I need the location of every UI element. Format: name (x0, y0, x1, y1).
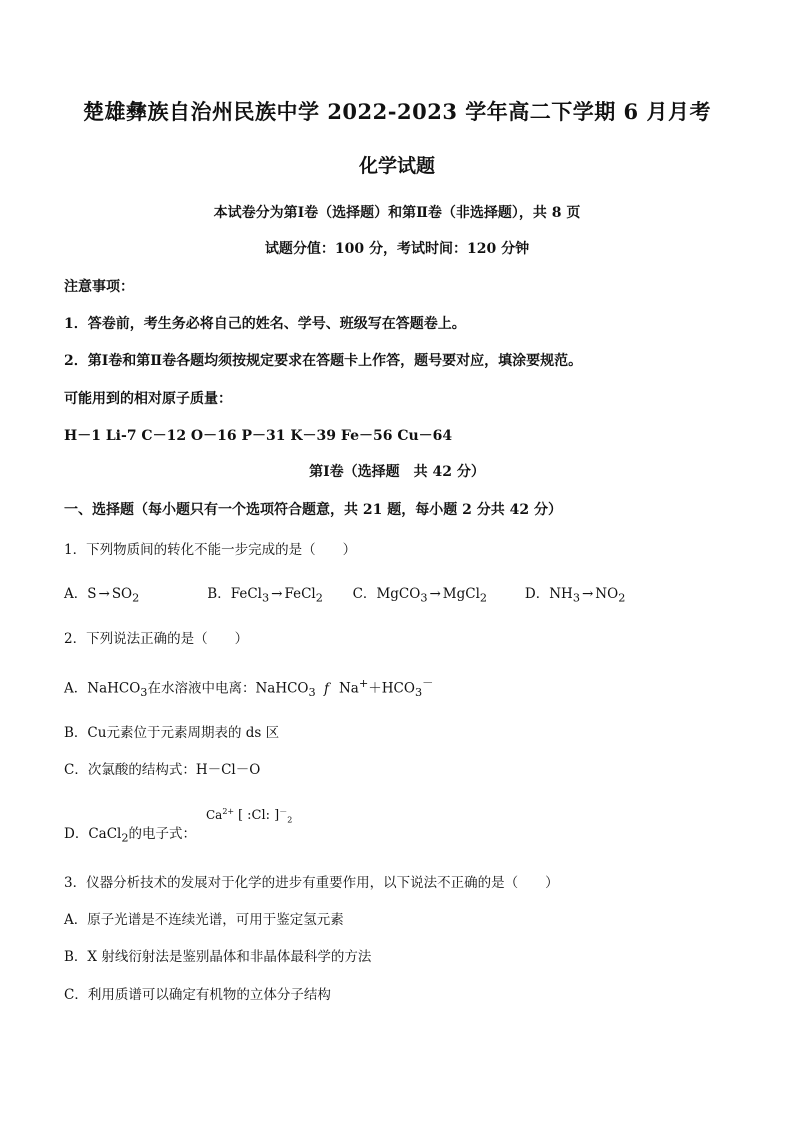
section-choice-heading: 一、选择题（每小题只有一个选项符合题意，共 21 题，每小题 2 分共 42 分） (64, 502, 562, 518)
reactant: NH (549, 586, 573, 602)
subscript: 2 (287, 815, 293, 825)
superscript: + (358, 677, 369, 690)
question-2-option-a (64, 675, 433, 699)
superscript: － (422, 677, 434, 690)
question-1-option-d (525, 582, 625, 605)
question-2-option-b: B．Cu元素位于元素周期表的 ds 区 (64, 725, 280, 741)
superscript: 2+ (222, 807, 235, 816)
chloride-bracket: [ :Cl: ] (237, 808, 280, 823)
option-letter: B． (207, 586, 231, 602)
reactant: MgCO (376, 586, 421, 602)
question-2-stem: 2．下列说法正确的是（ ） (64, 631, 249, 647)
question-3-option-c: C．利用质谱可以确定有机物的立体分子结构 (64, 987, 331, 1003)
formula: NaHCO (87, 680, 141, 697)
subscript: 3 (420, 591, 428, 605)
subscript: 2 (479, 591, 488, 605)
option-letter: D． (524, 586, 550, 602)
exam-subtitle: 化学试题 (358, 155, 435, 177)
question-1-option-b (207, 582, 348, 605)
exam-title: 楚雄彝族自治州民族中学 2022-2023 学年高二下学期 6 月月考 (83, 99, 711, 124)
question-3-option-a: A．原子光谱是不连续光谱，可用于鉴定氢元素 (64, 912, 344, 928)
option-letter: A． (64, 680, 88, 697)
question-1-options (64, 582, 625, 605)
subscript: 2 (132, 591, 140, 605)
option-letter: A． (64, 586, 88, 602)
product: NO (595, 586, 619, 602)
question-3-stem: 3．仪器分析技术的发展对于化学的进步有重要作用，以下说法不正确的是（ ） (64, 875, 559, 891)
subscript: 3 (308, 686, 316, 700)
subscript: 3 (140, 686, 148, 700)
note-item-1: 1．答卷前，考生务必将自己的姓名、学号、班级写在答题卷上。 (64, 316, 466, 332)
exam-info-score-time: 试题分值：100 分，考试时间：120 分钟 (264, 241, 530, 257)
arrow: → (581, 586, 594, 602)
question-1-option-c (353, 582, 521, 605)
option-letter: C． (352, 586, 377, 602)
part1-title: 第Ⅰ卷（选择题 共 42 分） (309, 464, 485, 480)
option-text: D．CaCl (64, 826, 122, 842)
subscript: 2 (121, 831, 129, 845)
question-1-stem: 1．下列物质间的转化不能一步完成的是（ ） (64, 542, 357, 558)
arrow: → (98, 586, 110, 602)
arrow: → (271, 586, 283, 602)
product: SO (111, 586, 133, 602)
note-item-2: 2．第Ⅰ卷和第Ⅱ卷各题均须按规定要求在答题卡上作答，题号要对应，填涂要规范。 (64, 353, 583, 369)
reactant: FeCl (230, 586, 262, 602)
product: MgCl (442, 586, 480, 602)
question-1-option-a (64, 582, 203, 605)
calcium-ion: Ca (206, 808, 223, 822)
notes-heading: 注意事项： (64, 279, 134, 295)
subscript: 2 (618, 591, 626, 605)
option-text: 的电子式： (128, 826, 197, 842)
arrow: → (429, 586, 441, 602)
subscript: 3 (414, 686, 423, 700)
superscript: － (279, 807, 288, 816)
atomic-mass-values: H－1 Li-7 C－12 O－16 P－31 K－39 Fe－56 Cu－64 (64, 428, 453, 444)
question-2-option-d (64, 822, 196, 845)
anion: ＋HCO (368, 680, 415, 697)
cation: Na (338, 680, 359, 697)
question-2-option-c: C．次氯酸的结构式：H－Cl－O (64, 762, 261, 778)
subscript: 2 (315, 591, 323, 605)
subscript: 3 (261, 591, 270, 605)
question-3-option-b: B．X 射线衍射法是鉴别晶体和非晶体最科学的方法 (64, 949, 372, 965)
exam-info-pages: 本试卷分为第Ⅰ卷（选择题）和第Ⅱ卷（非选择题），共 8 页 (213, 205, 581, 221)
electron-dot-formula (206, 806, 292, 824)
equilibrium-symbol: f (323, 680, 329, 697)
option-text: 在水溶液中电离：NaHCO (147, 680, 309, 697)
reactant: S (87, 586, 97, 602)
subscript: 3 (572, 591, 580, 605)
atomic-mass-heading: 可能用到的相对原子质量： (64, 391, 232, 407)
product: FeCl (284, 586, 316, 602)
